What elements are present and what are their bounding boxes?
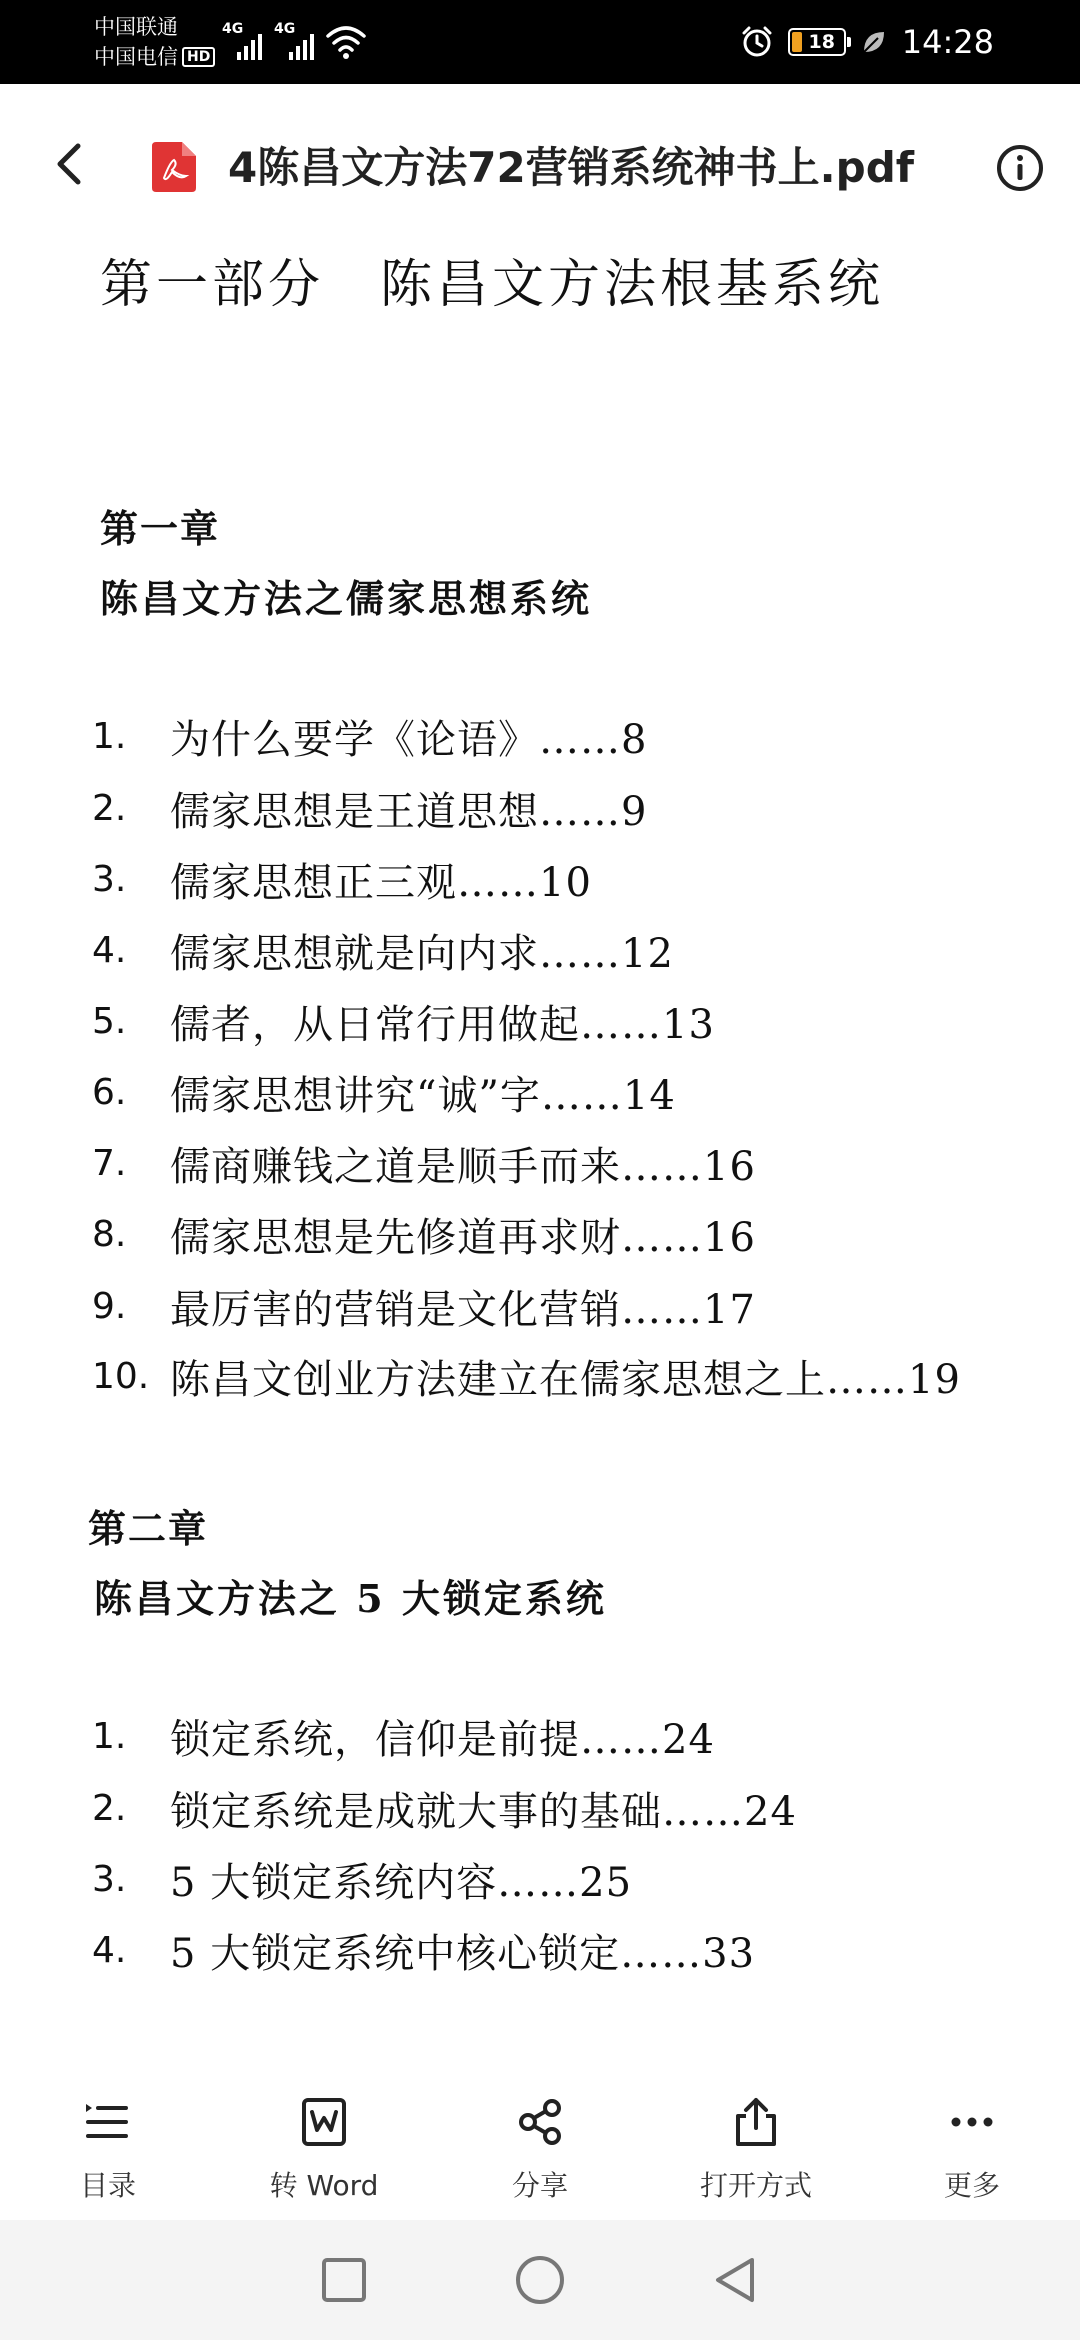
pdf-file-icon [152,142,196,192]
toc-item[interactable] [92,1202,756,1266]
recents-square-icon[interactable] [316,2252,372,2308]
toc-item[interactable] [92,847,592,911]
toc-item[interactable] [92,1704,715,1768]
pdf-page[interactable] [0,220,1080,2090]
toc-item[interactable] [92,1776,797,1840]
info-icon[interactable] [994,142,1046,194]
system-nav-bar [0,2220,1080,2340]
battery-level: 18 [808,31,835,53]
back-icon[interactable] [40,134,100,194]
toc-text: 5 大锁定系统内容……25 [170,1859,633,1906]
toc-number: 5. [92,1000,127,1042]
toc-number: 1. [92,1715,127,1757]
toc-number: 3. [92,1858,127,1900]
share-button[interactable] [432,2060,648,2220]
open-with-icon [730,2096,782,2148]
toc-text: 为什么要学《论语》……8 [170,716,648,763]
toc-number: 2. [92,1787,127,1829]
toc-text: 锁定系统是成就大事的基础……24 [170,1788,797,1835]
clock: 14:28 [901,23,994,61]
toc-item[interactable] [92,1274,756,1338]
toc-number: 8. [92,1213,127,1255]
toc-item[interactable] [92,1131,756,1195]
share-icon [514,2096,566,2148]
chapter-2-label: 第二章 [88,1506,209,1551]
toc-text: 儒家思想讲究“诚”字……14 [170,1072,676,1119]
toc-text: 儒家思想是先修道再求财……16 [170,1214,756,1261]
toc-list-icon [82,2096,134,2148]
home-circle-icon[interactable] [512,2252,568,2308]
part-title: 第一部分 陈昌文方法根基系统 [100,255,885,315]
toc-label: 目录 [79,2169,136,2202]
network-type-2: 4G [274,21,296,37]
toc-number: 3. [92,858,127,900]
share-label: 分享 [511,2169,568,2202]
leaf-icon [860,28,888,56]
alarm-icon [740,25,774,59]
toc-text: 儒商赚钱之道是顺手而来……16 [170,1143,756,1190]
toc-text: 儒家思想正三观……10 [170,859,592,906]
open-with-button[interactable] [648,2060,864,2220]
chapter-1-title: 陈昌文方法之儒家思想系统 [100,576,593,621]
toc-text: 5 大锁定系统中核心锁定……33 [170,1930,756,1977]
signal-indicators [222,20,366,60]
network-type-1: 4G [222,21,244,37]
wifi-icon [326,24,366,60]
more-icon [946,2096,998,2148]
toc-text: 最厉害的营销是文化营销……17 [170,1286,756,1333]
toc-text: 儒家思想就是向内求……12 [170,930,674,977]
convert-word-button[interactable] [216,2060,432,2220]
document-title: 4陈昌文方法72营销系统神书上.pdf [228,143,915,192]
status-bar [0,0,1080,84]
carrier-info [94,12,215,72]
toc-number: 9. [92,1285,127,1327]
toc-item[interactable] [92,704,647,768]
toc-number: 7. [92,1142,127,1184]
toc-number: 10. [92,1355,150,1397]
toc-item[interactable] [92,1918,755,1982]
toc-item[interactable] [92,1060,676,1124]
toc-text: 儒家思想是王道思想……9 [170,788,648,835]
toc-button[interactable] [0,2060,216,2220]
bottom-toolbar [0,2060,1080,2220]
toc-item[interactable] [92,776,647,840]
hd-badge: HD [182,47,215,67]
more-label: 更多 [943,2169,1000,2202]
signal-icon [222,22,262,60]
carrier-2-label: 中国电信 [94,45,178,69]
toc-item[interactable] [92,989,715,1053]
back-triangle-icon[interactable] [708,2252,764,2308]
toc-text: 锁定系统，信仰是前提……24 [170,1716,715,1763]
toc-number: 1. [92,715,127,757]
toc-text: 儒者，从日常行用做起……13 [170,1001,715,1048]
open-with-label: 打开方式 [699,2169,812,2202]
toc-item[interactable] [92,918,674,982]
toc-number: 4. [92,1929,127,1971]
toc-number: 4. [92,929,127,971]
toc-number: 6. [92,1071,127,1113]
status-right [740,18,994,66]
toc-item[interactable] [92,1344,961,1408]
toc-number: 2. [92,787,127,829]
convert-word-label: 转 Word [269,2169,379,2202]
toc-text: 陈昌文创业方法建立在儒家思想之上……19 [170,1356,961,1403]
carrier-1-label: 中国联通 [94,15,178,39]
more-button[interactable] [864,2060,1080,2220]
chapter-1-label: 第一章 [100,506,221,551]
chapter-2-title: 陈昌文方法之 5 大锁定系统 [94,1576,607,1621]
battery-icon [788,28,846,56]
toc-item[interactable] [92,1847,632,1911]
word-convert-icon [298,2096,350,2148]
signal-icon [274,22,314,60]
